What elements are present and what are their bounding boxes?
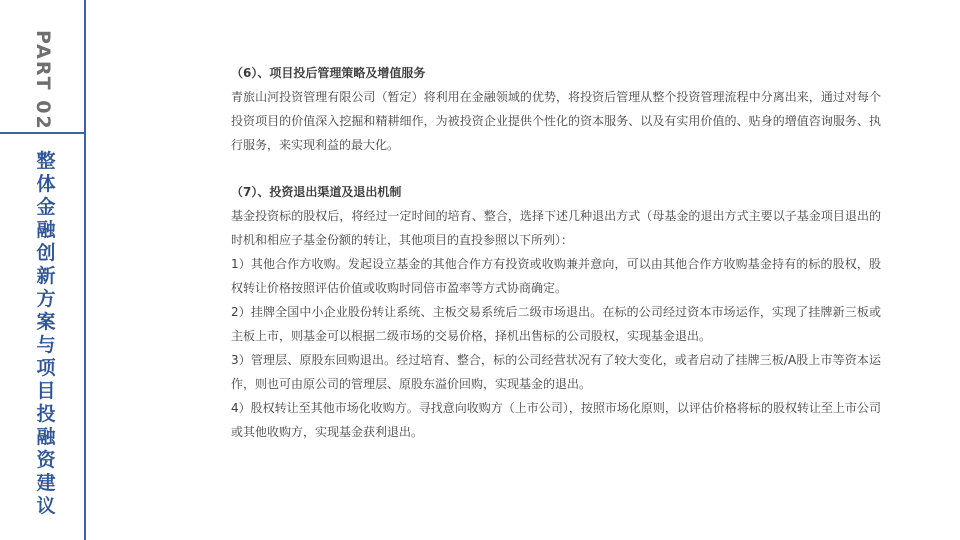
exit-method-item: 3）管理层、原股东回购退出。经过培育、整合，标的公司经营状况有了较大变化，或者启动了挂牌三板/A股上市等资本运作，则也可由原公司的管理层、原股东溢价回购，实现基金的退出。: [231, 353, 881, 391]
section-7-heading: （7）、投资退出渠道及退出机制: [231, 185, 402, 199]
section-title-char: 整: [36, 150, 56, 172]
exit-method-item: 2）挂牌全国中小企业股份转让系统、主板交易系统后二级市场退出。在标的公司经过资本市场运作，实现了挂牌新三板或主板上市，则基金可以根据二级市场的交易价格，择机出售标的公司股权，实现基金退出。: [231, 305, 881, 343]
section-title-char: 创: [36, 242, 56, 264]
section-title-char: 融: [36, 426, 56, 448]
sidebar-divider: [0, 132, 86, 134]
exit-method-item: 1）其他合作方收购。发起设立基金的其他合作方有投资或收购兼并意向，可以由其他合作方收购基金持有的标的股权，股权转让价格按照评估价值或收购时同倍市盈率等方式协商确定。: [231, 257, 881, 295]
exit-method-item: 4）股权转让至其他市场化收购方。寻找意向收购方（上市公司），按照市场化原则，以评估价格将标的股权转让至上市公司或其他收购方，实现基金获利退出。: [231, 401, 881, 439]
section-title-char: 资: [36, 449, 56, 471]
part-label: PART 02: [32, 30, 54, 131]
sidebar: [0, 0, 86, 540]
section-title-vertical: [34, 150, 58, 518]
section-title-char: 目: [36, 380, 56, 402]
section-title-char: 金: [36, 196, 56, 218]
section-spacer: [231, 157, 881, 180]
section-title-char: 项: [36, 357, 56, 379]
section-title-char: 建: [36, 472, 56, 494]
section-6-paragraph: 青旅山河投资管理有限公司（暂定）将利用在金融领域的优势，将投资后管理从整个投资管理流程中分离出来，通过对每个投资项目的价值深入挖掘和精耕细作，为被投资企业提供个性化的资本服务、以及有实用价值的、贴身的增值咨询服务、执行服务，来实现利益的最大化。: [231, 90, 881, 152]
section-title-char: 体: [36, 173, 56, 195]
section-title-char: 投: [36, 403, 56, 425]
section-title-char: 案: [36, 311, 56, 333]
main-content: [231, 61, 881, 444]
section-title-char: 与: [36, 334, 56, 356]
section-title-char: 议: [36, 495, 56, 517]
section-title-char: 新: [36, 265, 56, 287]
section-title-char: 方: [36, 288, 56, 310]
section-7-intro: 基金投资标的股权后，将经过一定时间的培育、整合，选择下述几种退出方式（母基金的退出方式主要以子基金项目退出的时机和相应子基金份额的转让，其他项目的直投参照以下所列）：: [231, 209, 881, 247]
section-6-heading: （6）、项目投后管理策略及增值服务: [231, 66, 426, 80]
section-title-char: 融: [36, 219, 56, 241]
